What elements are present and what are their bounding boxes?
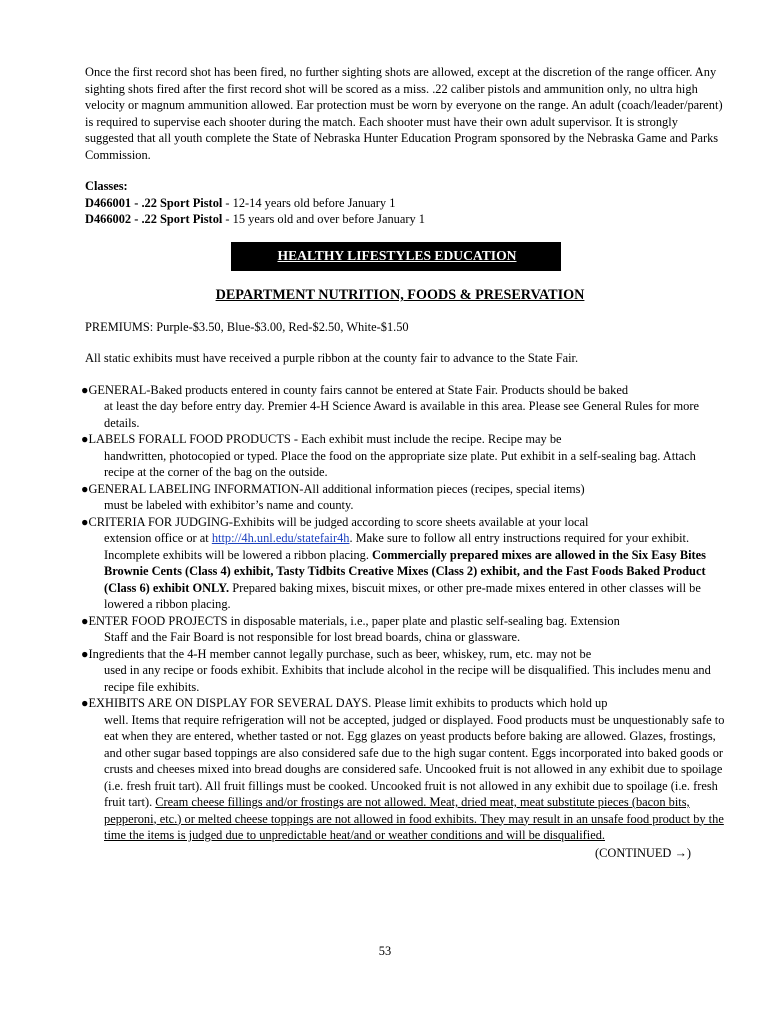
class-code: D466001 - .22 Sport Pistol: [85, 195, 223, 210]
list-item: ●GENERAL-Baked products entered in county fairs cannot be entered at State Fair. Products should be baked at least the day before entry day. Premier 4-H Science Award is available in this area. Please see General Rules for more details.: [81, 382, 699, 430]
department-title: DEPARTMENT NUTRITION, FOODS & PRESERVATION: [215, 287, 585, 303]
classes-heading: Classes:: [85, 179, 128, 193]
class-code: D466002 - .22 Sport Pistol: [85, 212, 223, 226]
class-item: [85, 195, 725, 212]
list-item: ●ENTER FOOD PROJECTS in disposable materials, i.e., paper plate and plastic self-sealing bag. Extension Staff and the Fair Board is not responsible for lost bread boards, china or glassware.: [81, 613, 620, 644]
static-exhibit-note: All static exhibits must have received a purple ribbon at the county fair to advance to the State Fair.: [85, 351, 579, 365]
premiums-line: PREMIUMS: Purple-$3.50, Blue-$3.00, Red-$2.50, White-$1.50: [85, 319, 409, 334]
intro-paragraph: Once the first record shot has been fired, no further sighting shots are allowed, except at the discretion of the range officer. Any sighting shots fired after the first record shot will be scored as a miss. .22 caliber pistols and ammunition only, no ultra high velocity or magnum ammunition allowed. Ear protection must be worn by everyone on the range. An adult (coach/leader/parent) is required to supervise each shooter during the match. Each shooter must have their own adult supervisor. It is strongly suggested that all youth complete the State of Nebraska Hunter Education Program sponsored by the Nebraska Game and Parks Commission.: [85, 65, 723, 162]
section-banner: [85, 242, 725, 272]
list-item: ●LABELS FORALL FOOD PRODUCTS - Each exhibit must include the recipe. Recipe may be handwritten, photocopied or typed. Place the food on the appropriate size plate. Put exhibit in a self-sealing bag. Attach recipe at the corner of the bag on the outside.: [81, 432, 696, 479]
class-desc: - 15 years old and over before January 1: [222, 212, 425, 226]
document-page: [81, 64, 725, 861]
list-item: ●Ingredients that the 4-H member cannot legally purchase, such as beer, whiskey, rum, etc. may not be used in any recipe or foods exhibit. Exhibits that include alcohol in the recipe will be disqualified. This includes menu and recipe file exhibits.: [81, 646, 711, 694]
banner-title: HEALTHY LIFESTYLES EDUCATION: [231, 242, 561, 272]
class-item: [85, 211, 725, 228]
continued-note: (CONTINUED →): [594, 845, 691, 860]
list-item: ●EXHIBITS ARE ON DISPLAY FOR SEVERAL DAYS. Please limit exhibits to products which hold up well. Items that require refrigeration will not be accepted, judged or displayed. Food products must be unquestionably safe to eat when they are entered, whether tasted or not. Egg glazes on yeast products before baking are allowed. Glazes, frostings, and other sugar based toppings are also considered safe due to the high sugar content. Eggs incorporated into baked goods or crusts and cheeses mixed into bread doughs are considered safe. Uncooked fruit is not allowed in any exhibit due to spoilage (i.e. fresh fruit tart). All fruit fillings must be cooked. Uncooked fruit is not allowed in any exhibit due to spoilage (i.e. fresh fruit tart). Cream cheese fillings and/or frostings are not allowed. Meat, dried meat, meat substitute pieces (bacon bits, pepperoni, etc.) or melted cheese toppings are not allowed in food exhibits. They may result in an unsafe food product by the time the items is judged due to unpredictable heat/and or weather conditions and will be disqualified.: [81, 696, 725, 842]
page-number: 53: [378, 944, 392, 958]
classes-section: [85, 178, 725, 228]
list-item: ●CRITERIA FOR JUDGING-Exhibits will be judged according to score sheets available at your local extension office or at http://4h.unl.edu/statefair4h. Make sure to follow all entry instructions required for your exhibit. Incomplete exhibits will be lowered a ribbon placing. Commercially prepared mixes are allowed in the Six Easy Bites Brownie Cents (Class 4) exhibit, Tasty Tidbits Creative Mixes (Class 2) exhibit, and the Fast Foods Baked Product (Class 6) exhibit ONLY. Prepared baking mixes, biscuit mixes, or other pre-made mixes entered in other classes will be lowered a ribbon placing.: [81, 514, 707, 611]
class-desc: - 12-14 years old before January 1: [222, 195, 396, 210]
list-item: ●GENERAL LABELING INFORMATION-All additional information pieces (recipes, special items) must be labeled with exhibitor’s name and county.: [81, 481, 585, 512]
state-fair-link[interactable]: http://4h.unl.edu/statefair4h: [211, 531, 350, 545]
